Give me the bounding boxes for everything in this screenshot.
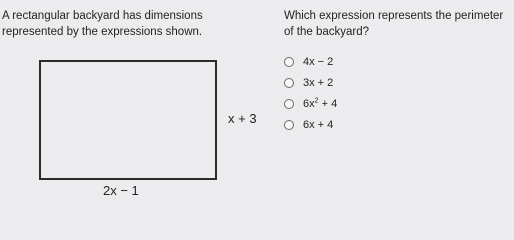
bottom-dimension-label: 2x − 1: [103, 183, 139, 198]
question-text: Which expression represents the perimeter of the backyard?: [284, 10, 504, 38]
radio-button[interactable]: [284, 78, 294, 88]
option-3-label: [303, 98, 337, 110]
option-3-base: 6x: [303, 98, 315, 110]
option-1[interactable]: [284, 52, 337, 72]
option-2-label: 3x + 2: [303, 77, 334, 89]
problem-statement: A rectangular backyard has dimensions represented by the expressions shown.: [2, 10, 203, 38]
option-3-rest: + 4: [318, 98, 338, 110]
option-4-label: 6x + 4: [303, 119, 334, 131]
option-2[interactable]: [284, 73, 337, 93]
radio-button[interactable]: [284, 120, 294, 130]
side-dimension-label: x + 3: [228, 111, 257, 126]
radio-button[interactable]: [284, 99, 294, 109]
option-4[interactable]: [284, 115, 337, 135]
answer-options: [284, 52, 337, 136]
radio-button[interactable]: [284, 57, 294, 67]
option-3[interactable]: [284, 94, 337, 114]
backyard-rectangle: [39, 60, 217, 180]
option-3-exponent: 2: [314, 97, 319, 105]
option-1-label: 4x − 2: [303, 56, 334, 68]
